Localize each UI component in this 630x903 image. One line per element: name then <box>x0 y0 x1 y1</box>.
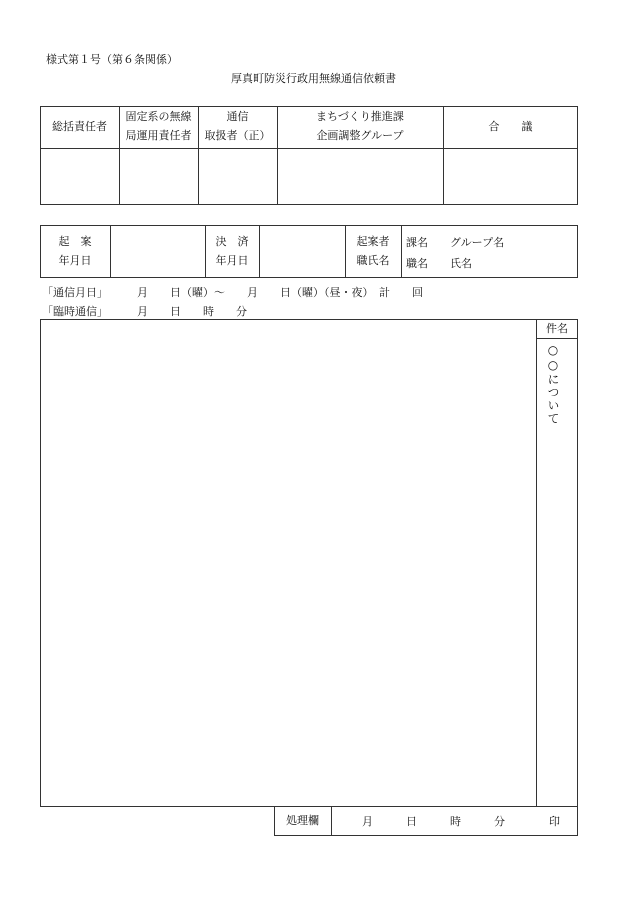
processing-divider <box>331 806 332 836</box>
approval-stamp-cell-2[interactable] <box>120 149 198 204</box>
drafter-field[interactable] <box>402 226 577 277</box>
approval-stamp-cell-4[interactable] <box>278 149 443 204</box>
temporary-communication-line: 月 日 時 分 <box>137 305 247 318</box>
approval-stamp-cell-3[interactable] <box>199 149 277 204</box>
subject-text: ○○について <box>546 343 560 425</box>
group-label: グループ名 <box>450 236 505 249</box>
approved-date-label: 決 済 年月日 <box>215 234 249 267</box>
processing-line[interactable]: 月 日 時 分 印 <box>362 815 560 828</box>
section-label: 課名 <box>406 236 428 249</box>
processing-label: 処理欄 <box>286 813 319 827</box>
approval-header-consultation: 合 議 <box>488 119 533 133</box>
approval-header-planning-section: まちづくり推進課 企画調整グループ <box>316 110 404 142</box>
draft-date-label: 起 案 年月日 <box>58 234 92 267</box>
subject-column-line <box>536 319 537 807</box>
regular-communication-label: 「通信月日」 <box>42 286 108 299</box>
name-label: 氏名 <box>450 257 472 270</box>
regular-communication-line: 月 日（曜）～ 月 日（曜）（昼・夜） 計 回 <box>137 286 423 299</box>
approval-header-operator: 通信 取扱者（正） <box>204 110 271 142</box>
approval-header-general-manager: 総括責任者 <box>52 119 107 133</box>
temporary-communication-label: 「臨時通信」 <box>42 305 108 318</box>
drafter-label: 起案者 職氏名 <box>356 234 390 267</box>
approval-header-radio-manager: 固定系の無線 局運用責任者 <box>125 110 192 142</box>
approved-date-field[interactable] <box>260 226 345 277</box>
approval-stamp-cell-1[interactable] <box>40 149 119 204</box>
content-body-field[interactable] <box>41 320 536 806</box>
form-number: 様式第１号（第６条関係） <box>46 53 178 66</box>
position-label: 職名 <box>406 257 428 270</box>
document-title: 厚真町防災行政用無線通信依頼書 <box>231 72 396 85</box>
draft-date-field[interactable] <box>111 226 205 277</box>
approval-stamp-cell-5[interactable] <box>444 149 577 204</box>
subject-label: 件名 <box>546 321 568 335</box>
